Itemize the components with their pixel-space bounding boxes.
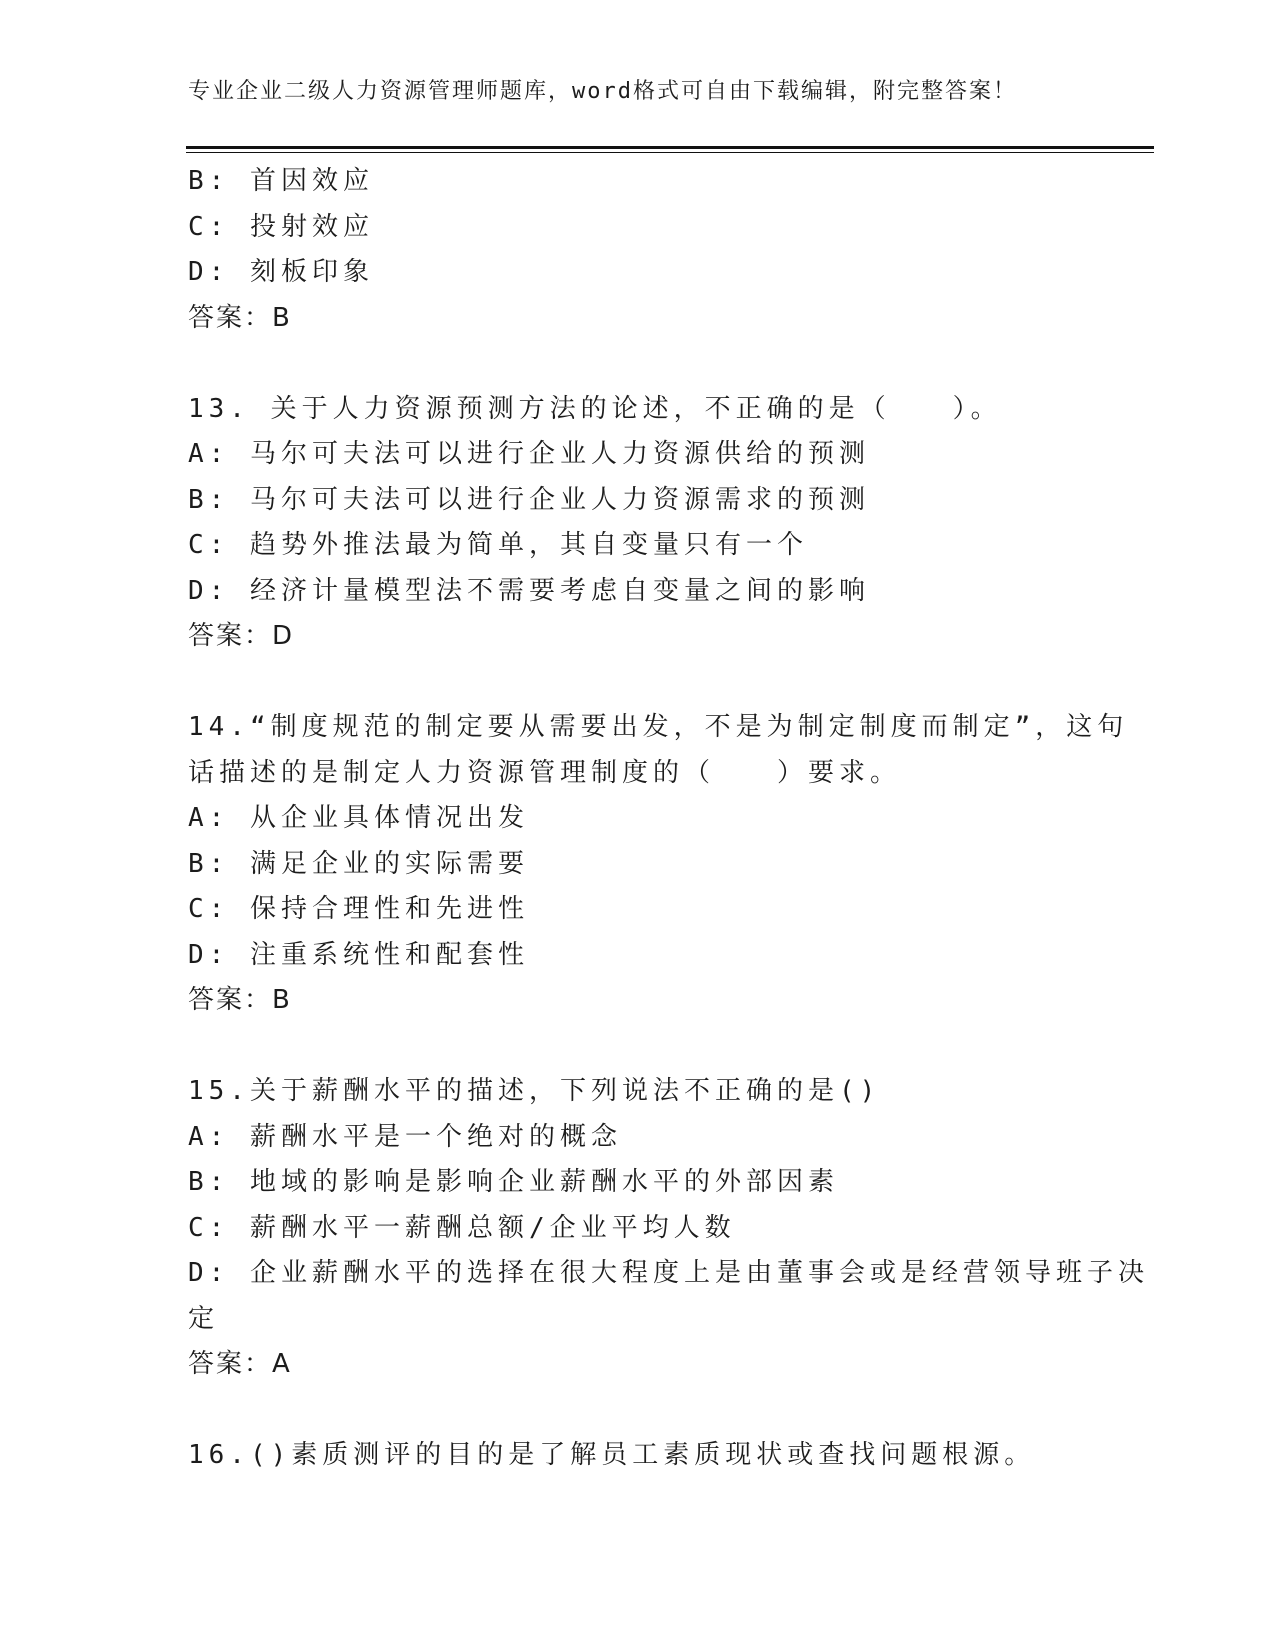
option-d: D: 刻板印象 bbox=[188, 257, 374, 287]
document-body bbox=[188, 159, 1149, 1479]
spacer bbox=[188, 1024, 1088, 1070]
option-b: B: 首因效应 bbox=[188, 166, 374, 196]
option-d: D: 注重系统性和配套性 bbox=[188, 939, 529, 970]
question-text-line-1: 14.“制度规范的制定要从需要出发，不是为制定制度而制定”，这句 bbox=[188, 712, 1129, 742]
question-16-block bbox=[188, 1433, 1088, 1479]
spacer bbox=[188, 660, 1088, 706]
page-header: 专业企业二级人力资源管理师题库，word格式可自由下载编辑，附完整答案！ bbox=[188, 79, 1017, 104]
question-text: 16.()素质测评的目的是了解员工素质现状或查找问题根源。 bbox=[188, 1440, 1036, 1470]
option-d: D: 经济计量模型法不需要考虑自变量之间的影响 bbox=[188, 575, 870, 606]
answer: 答案：B bbox=[188, 302, 292, 333]
header-divider-thin bbox=[186, 152, 1154, 153]
option-b: B: 马尔可夫法可以进行企业人力资源需求的预测 bbox=[188, 484, 870, 515]
option-c: C: 投射效应 bbox=[188, 211, 374, 242]
option-b: B: 地域的影响是影响企业薪酬水平的外部因素 bbox=[188, 1167, 839, 1197]
question-text: 15.关于薪酬水平的描述，下列说法不正确的是() bbox=[188, 1076, 881, 1106]
option-c: C: 趋势外推法最为简单，其自变量只有一个 bbox=[188, 530, 808, 560]
question-text: 13. 关于人力资源预测方法的论述，不正确的是（ ）。 bbox=[188, 393, 1002, 424]
header-divider-thick bbox=[186, 146, 1154, 149]
question-14-block bbox=[188, 705, 1129, 1024]
option-a: A: 薪酬水平是一个绝对的概念 bbox=[188, 1121, 622, 1152]
option-a: A: 从企业具体情况出发 bbox=[188, 803, 529, 833]
option-b: B: 满足企业的实际需要 bbox=[188, 848, 529, 879]
question-text-line-2: 话描述的是制定人力资源管理制度的（ ）要求。 bbox=[188, 757, 902, 788]
option-c: C: 保持合理性和先进性 bbox=[188, 894, 529, 924]
spacer bbox=[188, 341, 1088, 387]
answer: 答案：D bbox=[188, 621, 295, 651]
question-12-block bbox=[188, 159, 1088, 341]
option-d-line-2: 定 bbox=[188, 1303, 220, 1334]
answer: 答案：B bbox=[188, 985, 292, 1015]
answer: 答案：A bbox=[188, 1349, 292, 1379]
spacer bbox=[188, 1388, 1088, 1434]
option-c: C: 薪酬水平一薪酬总额/企业平均人数 bbox=[188, 1212, 736, 1243]
question-15-block bbox=[188, 1069, 1149, 1388]
question-13-block bbox=[188, 387, 1088, 660]
option-a: A: 马尔可夫法可以进行企业人力资源供给的预测 bbox=[188, 439, 870, 469]
option-d-line-1: D: 企业薪酬水平的选择在很大程度上是由董事会或是经营领导班子决 bbox=[188, 1258, 1149, 1288]
